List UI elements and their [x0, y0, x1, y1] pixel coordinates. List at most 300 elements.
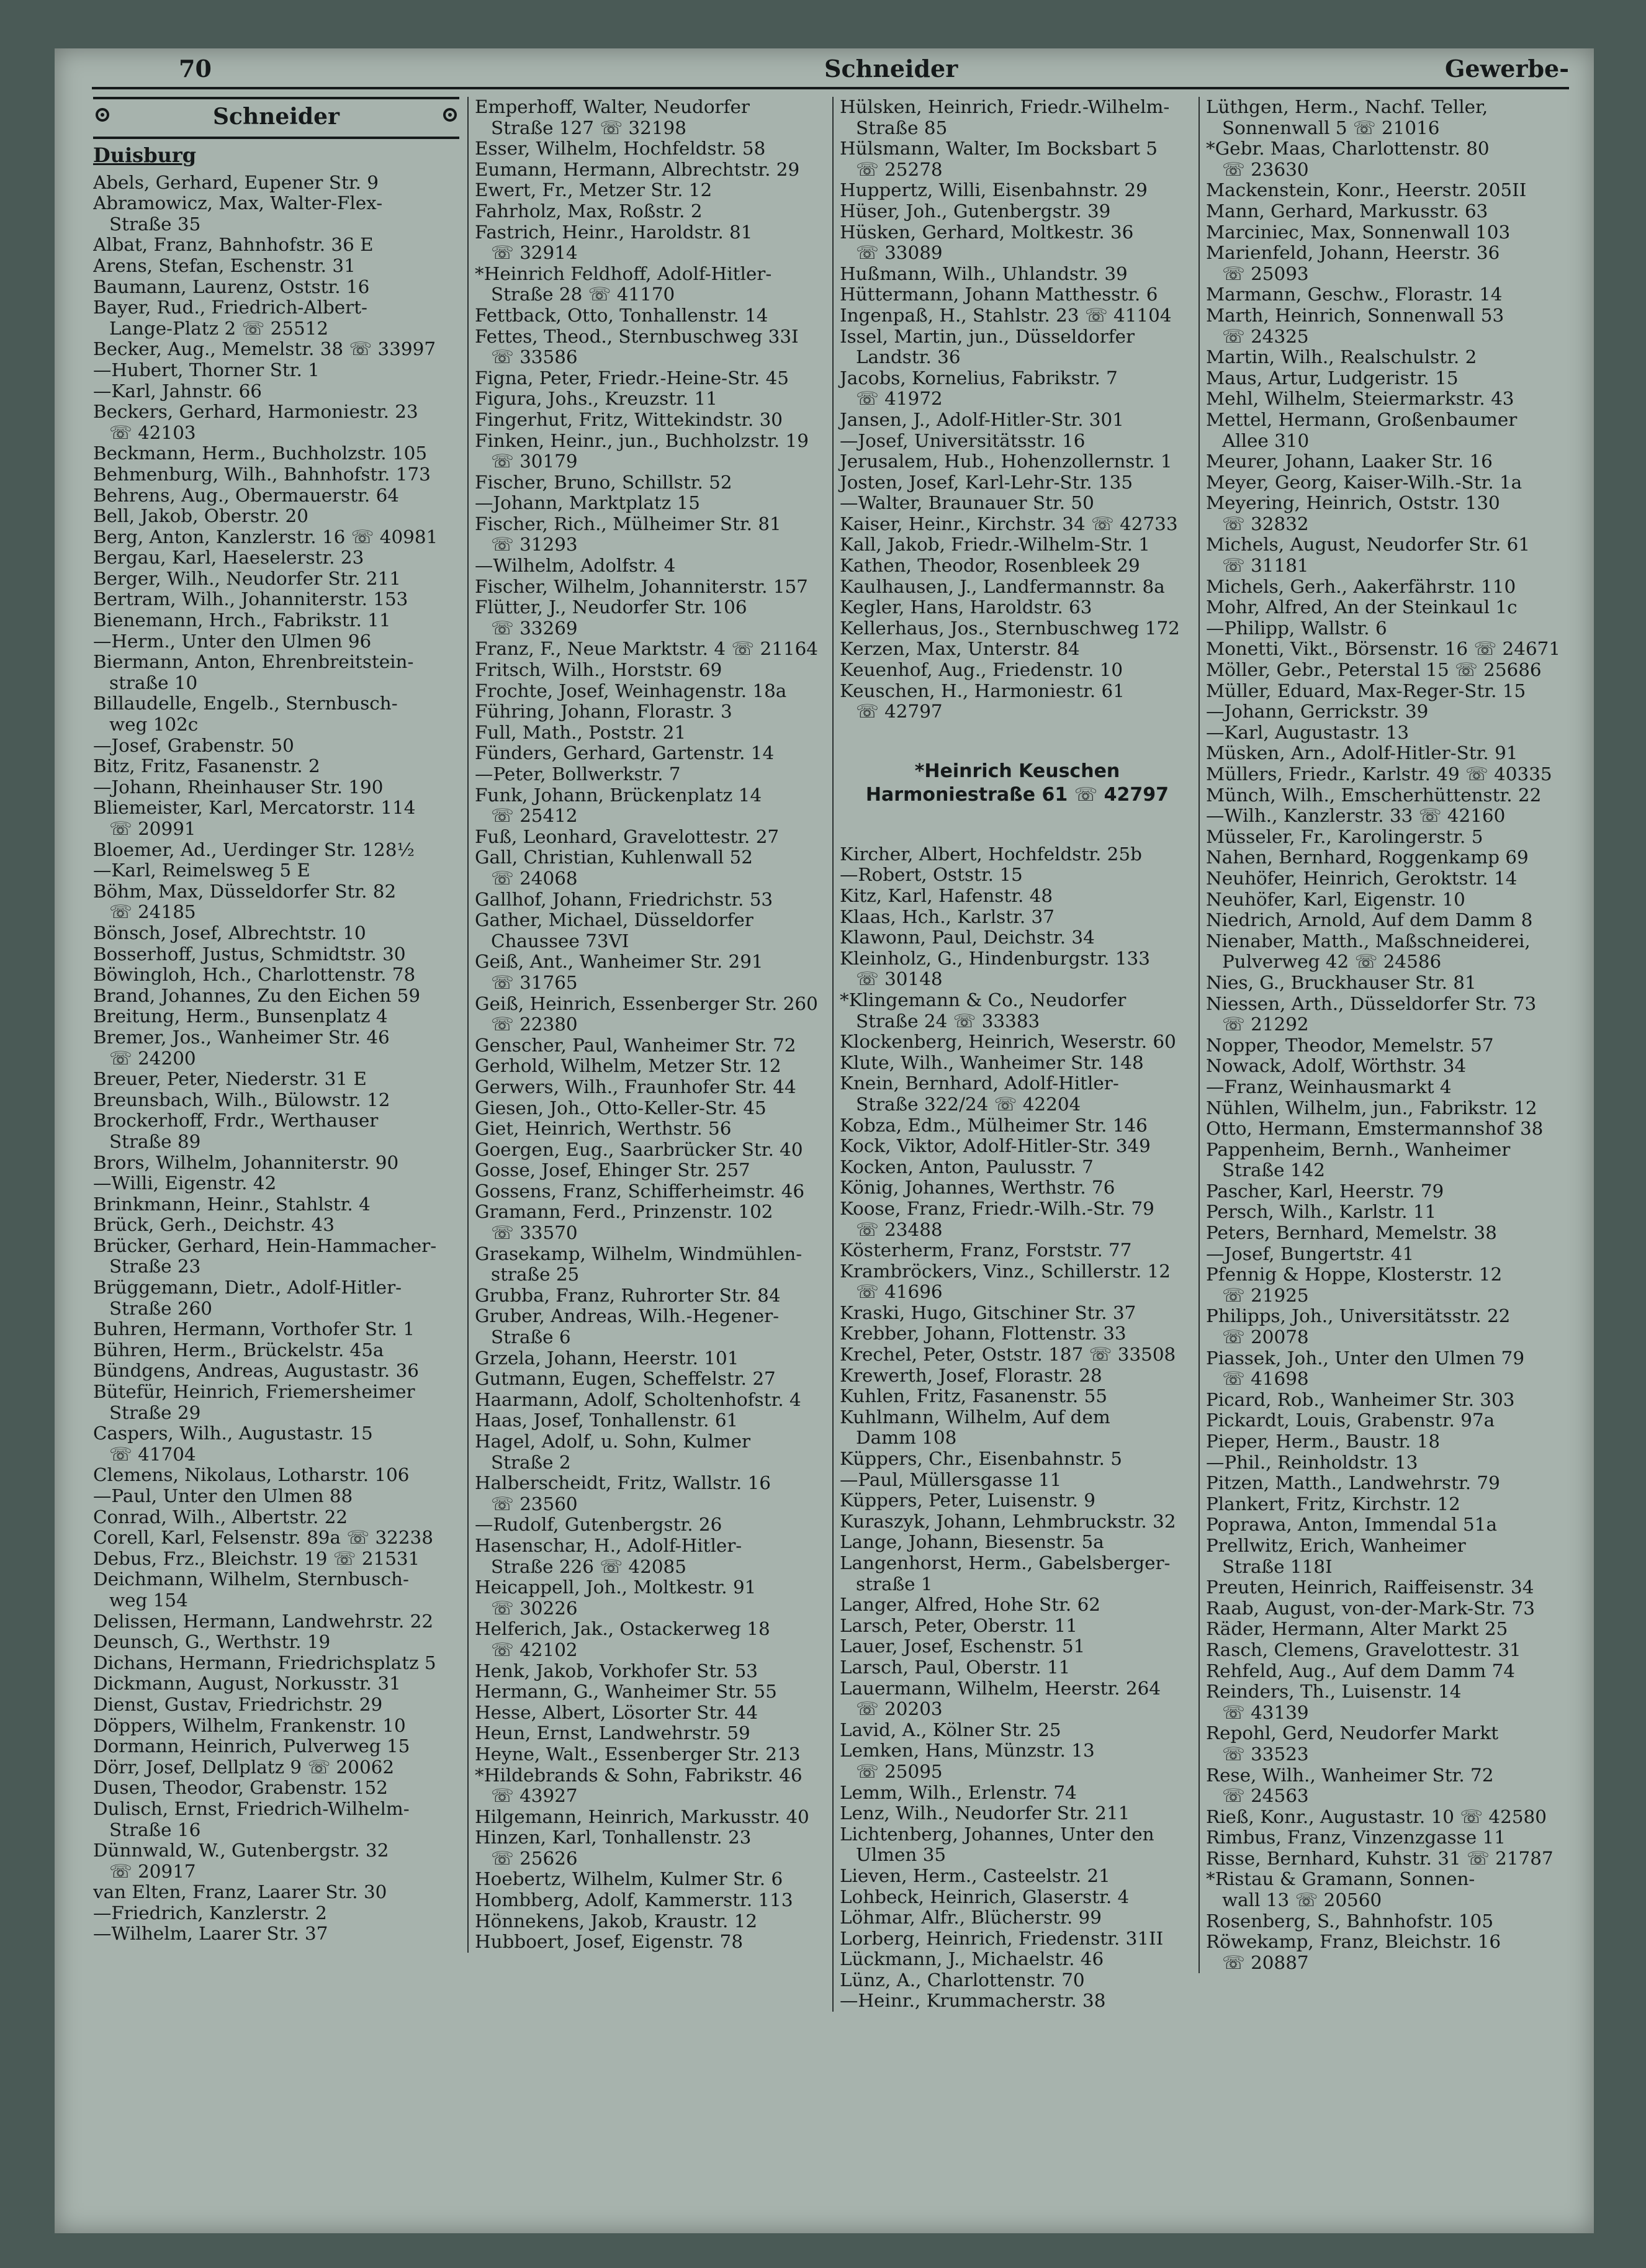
directory-entry: Klockenberg, Heinrich, Weserstr. 60: [840, 1031, 1176, 1053]
directory-entry: Grasekamp, Wilhelm, Windmühlen-: [475, 1243, 803, 1264]
directory-entry: Fischer, Bruno, Schillstr. 52: [475, 471, 732, 493]
directory-entry: —Walter, Braunauer Str. 50: [840, 492, 1094, 514]
directory-entry: Kleinholz, G., Hindenburgstr. 133: [840, 947, 1150, 969]
directory-entry: Brand, Johannes, Zu den Eichen 59: [93, 984, 421, 1006]
directory-entry: Brücker, Gerhard, Hein-Hammacher-: [93, 1235, 437, 1256]
directory-entry: Kuhlen, Fritz, Fasanenstr. 55: [840, 1385, 1107, 1407]
directory-entry: Lichtenberg, Johannes, Unter den: [840, 1823, 1154, 1845]
directory-entry: Krechel, Peter, Oststr. 187 ☏ 33508: [840, 1344, 1176, 1366]
directory-entry: Fischer, Wilhelm, Johanniterstr. 157: [475, 575, 808, 597]
directory-entry: Straße 142: [1222, 1159, 1325, 1181]
directory-entry: Corell, Karl, Felsenstr. 89a ☏ 32238: [93, 1527, 433, 1549]
directory-entry: straße 25: [491, 1264, 580, 1285]
directory-entry: ☏ 23560: [491, 1493, 578, 1514]
running-section: Gewerbe-: [1444, 55, 1569, 83]
directory-entry: —Hubert, Thorner Str. 1: [93, 359, 320, 380]
entries-col3a: [840, 97, 1195, 722]
directory-entry: Martin, Wilh., Realschulstr. 2: [1206, 346, 1477, 368]
directory-entry: Bündgens, Andreas, Augustastr. 36: [93, 1360, 419, 1382]
directory-entry: Straße 322/24 ☏ 42204: [856, 1093, 1081, 1115]
directory-entry: Huppertz, Willi, Eisenbahnstr. 29: [840, 179, 1148, 201]
directory-entry: weg 154: [109, 1589, 188, 1611]
directory-entry: Bütefür, Heinrich, Friemersheimer: [93, 1381, 415, 1403]
directory-entry: —Friedrich, Kanzlerstr. 2: [93, 1902, 327, 1924]
directory-entry: Kaiser, Heinr., Kirchstr. 34 ☏ 42733: [840, 513, 1178, 534]
directory-entry: ☏ 25278: [856, 158, 943, 180]
directory-entry: —Josef, Universitätsstr. 16: [840, 430, 1086, 451]
city-heading: Duisburg: [93, 143, 197, 167]
directory-entry: Rese, Wilh., Wanheimer Str. 72: [1206, 1764, 1494, 1786]
directory-entry: —Paul, Unter den Ulmen 88: [93, 1485, 353, 1506]
directory-entry: Gosse, Josef, Ehinger Str. 257: [475, 1159, 750, 1181]
directory-entry: ☏ 41696: [856, 1281, 943, 1303]
directory-entry: Maus, Artur, Ludgeristr. 15: [1206, 367, 1459, 389]
directory-entry: Hermann, G., Wanheimer Str. 55: [475, 1681, 777, 1703]
directory-entry: Münch, Wilh., Emscherhüttenstr. 22: [1206, 784, 1542, 806]
directory-entry: Kall, Jakob, Friedr.-Wilhelm-Str. 1: [840, 534, 1150, 556]
directory-entry: ☏ 30148: [856, 968, 943, 990]
directory-entry: Albat, Franz, Bahnhofstr. 36 E: [93, 234, 374, 256]
directory-entry: —Karl, Augustastr. 13: [1206, 721, 1410, 743]
directory-entry: Abramowicz, Max, Walter-Flex-: [93, 192, 383, 214]
directory-entry: Rieß, Konr., Augustastr. 10 ☏ 42580: [1206, 1806, 1547, 1827]
directory-entry: Picard, Rob., Wanheimer Str. 303: [1206, 1388, 1515, 1410]
directory-entry: Heun, Ernst, Landwehrstr. 59: [475, 1722, 750, 1744]
directory-entry: ☏ 25412: [491, 805, 578, 827]
directory-entry: Clemens, Nikolaus, Lotharstr. 106: [93, 1464, 410, 1486]
directory-entry: Meyer, Georg, Kaiser-Wilh.-Str. 1a: [1206, 471, 1522, 493]
directory-entry: ☏ 20991: [109, 818, 196, 839]
directory-entry: Kobza, Edm., Mülheimer Str. 146: [840, 1114, 1148, 1136]
directory-entry: Grzela, Johann, Heerstr. 101: [475, 1347, 739, 1369]
directory-entry: Breunsbach, Wilh., Bülowstr. 12: [93, 1089, 390, 1110]
directory-entry: Lange, Johann, Biesenstr. 5a: [840, 1531, 1104, 1553]
directory-entry: Nopper, Theodor, Memelstr. 57: [1206, 1034, 1494, 1056]
directory-entry: ☏ 43927: [491, 1785, 578, 1807]
directory-entry: Behrens, Aug., Obermauerstr. 64: [93, 484, 399, 506]
directory-entry: Abels, Gerhard, Eupener Str. 9: [93, 171, 379, 193]
directory-entry: Giesen, Joh., Otto-Keller-Str. 45: [475, 1097, 767, 1118]
directory-entry: Hoebertz, Wilhelm, Kulmer Str. 6: [475, 1868, 783, 1890]
directory-entry: Goergen, Eug., Saarbrücker Str. 40: [475, 1138, 803, 1160]
directory-entry: Heicappell, Joh., Moltkestr. 91: [475, 1577, 757, 1598]
directory-entry: Pappenheim, Bernh., Wanheimer: [1206, 1138, 1511, 1160]
directory-entry: Lieven, Herm., Casteelstr. 21: [840, 1865, 1110, 1886]
directory-entry: Risse, Bernhard, Kuhstr. 31 ☏ 21787: [1206, 1847, 1554, 1869]
directory-entry: Kircher, Albert, Hochfeldstr. 25b: [840, 843, 1142, 865]
directory-entry: Plankert, Fritz, Kirchstr. 12: [1206, 1493, 1460, 1514]
directory-entry: Hüttermann, Johann Matthesstr. 6: [840, 284, 1158, 305]
directory-entry: Marienfeld, Johann, Heerstr. 36: [1206, 242, 1500, 264]
directory-entry: Räder, Hermann, Alter Markt 25: [1206, 1618, 1508, 1640]
directory-entry: Bosserhoff, Justus, Schmidtstr. 30: [93, 943, 406, 965]
directory-entry: Straße 226 ☏ 42085: [491, 1555, 686, 1577]
directory-entry: Deunsch, G., Werthstr. 19: [93, 1631, 331, 1653]
directory-entry: Damm 108: [856, 1427, 957, 1449]
directory-entry: Geiß, Ant., Wanheimer Str. 291: [475, 951, 763, 973]
directory-entry: Hülsmann, Walter, Im Bocksbart 5: [840, 138, 1158, 160]
directory-entry: Brors, Wilhelm, Johanniterstr. 90: [93, 1151, 399, 1173]
directory-entry: Brück, Gerh., Deichstr. 43: [93, 1214, 335, 1236]
column-4: [1199, 97, 1578, 1973]
directory-entry: Kellerhaus, Jos., Sternbuschweg 172: [840, 617, 1180, 639]
directory-entry: Gramann, Ferd., Prinzenstr. 102: [475, 1201, 773, 1223]
directory-entry: Klaas, Hch., Karlstr. 37: [840, 906, 1055, 927]
column-1: [93, 97, 459, 1945]
directory-entry: Küppers, Chr., Eisenbahnstr. 5: [840, 1448, 1122, 1470]
directory-entry: Kock, Viktor, Adolf-Hitler-Str. 349: [840, 1135, 1151, 1157]
directory-entry: Lavid, A., Kölner Str. 25: [840, 1719, 1061, 1740]
directory-entry: Repohl, Gerd, Neudorfer Markt: [1206, 1722, 1499, 1744]
ornament-icon: [443, 108, 457, 122]
directory-entry: —Rudolf, Gutenbergstr. 26: [475, 1514, 722, 1536]
directory-entry: Dusen, Theodor, Grabenstr. 152: [93, 1777, 388, 1799]
directory-entry: Dickmann, August, Norkusstr. 31: [93, 1673, 401, 1694]
directory-entry: ☏ 33523: [1222, 1743, 1309, 1765]
directory-entry: Nowack, Adolf, Wörthstr. 34: [1206, 1055, 1467, 1077]
directory-entry: König, Johannes, Werthstr. 76: [840, 1177, 1115, 1199]
directory-entry: Lünz, A., Charlottenstr. 70: [840, 1969, 1085, 1991]
directory-entry: Lemken, Hans, Münzstr. 13: [840, 1740, 1095, 1762]
ornament-icon: [96, 108, 109, 122]
directory-entry: Nühlen, Wilhelm, jun., Fabrikstr. 12: [1206, 1097, 1537, 1118]
directory-entry: Fritsch, Wilh., Horststr. 69: [475, 659, 722, 681]
directory-entry: Möller, Gebr., Peterstal 15 ☏ 25686: [1206, 659, 1542, 681]
directory-entry: Führing, Johann, Florastr. 3: [475, 701, 732, 722]
directory-entry: Langer, Alfred, Hohe Str. 62: [840, 1594, 1100, 1616]
directory-entry: Bitz, Fritz, Fasanenstr. 2: [93, 755, 320, 777]
directory-entry: ☏ 41972: [856, 388, 943, 410]
directory-page: [55, 48, 1594, 2233]
directory-entry: *Gebr. Maas, Charlottenstr. 80: [1206, 138, 1490, 160]
directory-entry: ☏ 33089: [856, 242, 943, 264]
directory-entry: Fastrich, Heinr., Haroldstr. 81: [475, 221, 753, 243]
directory-entry: Marmann, Geschw., Florastr. 14: [1206, 284, 1503, 305]
directory-entry: Bergau, Karl, Haeselerstr. 23: [93, 547, 364, 569]
directory-entry: straße 1: [856, 1573, 933, 1595]
directory-entry: Straße 24 ☏ 33383: [856, 1010, 1040, 1032]
directory-entry: ☏ 32832: [1222, 513, 1309, 534]
directory-entry: Pickardt, Louis, Grabenstr. 97a: [1206, 1410, 1495, 1431]
directory-entry: Raab, August, von-der-Mark-Str. 73: [1206, 1597, 1535, 1619]
directory-entry: Flütter, J., Neudorfer Str. 106: [475, 596, 747, 618]
directory-entry: ☏ 25626: [491, 1847, 578, 1869]
directory-entry: Dulisch, Ernst, Friedrich-Wilhelm-: [93, 1798, 410, 1819]
directory-entry: Löhmar, Alfr., Blücherstr. 99: [840, 1907, 1102, 1928]
directory-entry: —Josef, Grabenstr. 50: [93, 734, 294, 756]
directory-entry: Gall, Christian, Kuhlenwall 52: [475, 847, 753, 868]
directory-entry: ☏ 20887: [1222, 1951, 1309, 1973]
directory-entry: Kraski, Hugo, Gitschiner Str. 37: [840, 1302, 1136, 1323]
directory-entry: Kuhlmann, Wilhelm, Auf dem: [840, 1406, 1110, 1428]
directory-entry: —Johann, Rheinhauser Str. 190: [93, 776, 384, 798]
advertisement: [840, 760, 1195, 807]
directory-entry: Fettback, Otto, Tonhallenstr. 14: [475, 304, 768, 326]
directory-entry: weg 102c: [109, 714, 199, 736]
directory-entry: Hagel, Adolf, u. Sohn, Kulmer: [475, 1431, 751, 1452]
entries-col4: [1206, 97, 1578, 1973]
directory-entry: —Karl, Reimelsweg 5 E: [93, 860, 310, 881]
directory-entry: Müsseler, Fr., Karolingerstr. 5: [1206, 826, 1483, 847]
directory-entry: *Klingemann & Co., Neudorfer: [840, 989, 1127, 1010]
directory-entry: —Wilhelm, Laarer Str. 37: [93, 1923, 328, 1945]
directory-entry: Hombberg, Adolf, Kammerstr. 113: [475, 1889, 793, 1911]
directory-entry: Arens, Stefan, Eschenstr. 31: [93, 254, 356, 276]
directory-entry: Mettel, Hermann, Großenbaumer: [1206, 408, 1518, 430]
directory-entry: Lauer, Josef, Eschenstr. 51: [840, 1636, 1086, 1657]
section-title: Schneider: [213, 104, 340, 130]
directory-entry: —Franz, Weinhausmarkt 4: [1206, 1076, 1452, 1097]
directory-entry: Brüggemann, Dietr., Adolf-Hitler-: [93, 1277, 402, 1298]
directory-entry: Breuer, Peter, Niederstr. 31 E: [93, 1068, 367, 1090]
directory-entry: Rehfeld, Aug., Auf dem Damm 74: [1206, 1660, 1515, 1681]
directory-entry: ☏ 30179: [491, 451, 578, 472]
directory-entry: Lauermann, Wilhelm, Heerstr. 264: [840, 1677, 1161, 1699]
directory-entry: ☏ 24068: [491, 867, 578, 889]
directory-entry: Berger, Wilh., Neudorfer Str. 211: [93, 567, 402, 589]
directory-entry: Nienaber, Matth., Maßschneiderei,: [1206, 930, 1531, 952]
directory-entry: ☏ 23630: [1222, 158, 1309, 180]
directory-entry: Döppers, Wilhelm, Frankenstr. 10: [93, 1714, 406, 1736]
directory-entry: Kathen, Theodor, Rosenbleek 29: [840, 555, 1140, 577]
directory-entry: Billaudelle, Engelb., Sternbusch-: [93, 693, 398, 714]
directory-entry: Straße 16: [109, 1819, 201, 1840]
directory-entry: Gutmann, Eugen, Scheffelstr. 27: [475, 1368, 776, 1390]
directory-entry: Gerwers, Wilh., Fraunhofer Str. 44: [475, 1076, 796, 1097]
directory-entry: Fahrholz, Max, Roßstr. 2: [475, 200, 703, 222]
directory-entry: *Ristau & Gramann, Sonnen-: [1206, 1868, 1475, 1890]
directory-entry: Hülsken, Heinrich, Friedr.-Wilhelm-: [840, 97, 1170, 117]
directory-entry: —Willi, Eigenstr. 42: [93, 1172, 277, 1194]
directory-entry: ☏ 21292: [1222, 1014, 1309, 1035]
directory-entry: *Heinrich Feldhoff, Adolf-Hitler-: [475, 263, 772, 284]
directory-entry: Brinkmann, Heinr., Stahlstr. 4: [93, 1193, 371, 1215]
directory-entry: Niessen, Arth., Düsseldorfer Str. 73: [1206, 992, 1537, 1014]
directory-entry: Issel, Martin, jun., Düsseldorfer: [840, 325, 1135, 347]
directory-entry: Dichans, Hermann, Friedrichsplatz 5: [93, 1652, 436, 1673]
directory-entry: Kaulhausen, J., Landfermannstr. 8a: [840, 575, 1165, 597]
directory-entry: Lemm, Wilh., Erlenstr. 74: [840, 1781, 1077, 1803]
directory-entry: Preuten, Heinrich, Raiffeisenstr. 34: [1206, 1577, 1534, 1598]
directory-entry: Henk, Jakob, Vorkhofer Str. 53: [475, 1660, 758, 1681]
directory-entry: Meurer, Johann, Laaker Str. 16: [1206, 451, 1493, 472]
directory-entry: Mann, Gerhard, Markusstr. 63: [1206, 200, 1488, 222]
directory-entry: ☏ 25093: [1222, 263, 1309, 284]
directory-entry: Otto, Hermann, Emstermannshof 38: [1206, 1118, 1544, 1140]
directory-entry: Haas, Josef, Tonhallenstr. 61: [475, 1410, 739, 1431]
page-header: [92, 55, 1569, 92]
entries-col3b: [840, 844, 1195, 2012]
directory-entry: Fingerhut, Fritz, Wittekindstr. 30: [475, 408, 783, 430]
page-number: 70: [179, 55, 212, 83]
directory-entry: Bienemann, Hrch., Fabrikstr. 11: [93, 610, 391, 631]
directory-entry: Straße 85: [856, 117, 948, 138]
directory-entry: Berg, Anton, Kanzlerstr. 16 ☏ 40981: [93, 526, 438, 547]
directory-entry: Niedrich, Arnold, Auf dem Damm 8: [1206, 909, 1533, 931]
directory-entry: Lohbeck, Heinrich, Glaserstr. 4: [840, 1886, 1130, 1907]
directory-entry: Straße 260: [109, 1297, 212, 1319]
directory-entry: Kösterherm, Franz, Forststr. 77: [840, 1240, 1132, 1261]
directory-entry: Heyne, Walt., Essenberger Str. 213: [475, 1743, 801, 1765]
directory-entry: Jacobs, Kornelius, Fabrikstr. 7: [840, 367, 1118, 389]
entries-col1: [93, 173, 459, 1945]
ad-line-2: Harmoniestraße 61 ☏ 42797: [865, 783, 1169, 806]
directory-entry: Keuenhof, Aug., Friedenstr. 10: [840, 659, 1123, 681]
directory-entry: Gossens, Franz, Schifferheimstr. 46: [475, 1180, 805, 1202]
directory-entry: Mehl, Wilhelm, Steiermarkstr. 43: [1206, 388, 1514, 410]
directory-entry: Grubba, Franz, Ruhrorter Str. 84: [475, 1284, 781, 1306]
directory-entry: Pulverweg 42 ☏ 24586: [1222, 951, 1442, 973]
directory-entry: Beckmann, Herm., Buchholzstr. 105: [93, 443, 428, 464]
directory-entry: Kerzen, Max, Unterstr. 84: [840, 638, 1080, 660]
directory-entry: Chaussee 73VI: [491, 930, 629, 952]
directory-entry: Hubboert, Josef, Eigenstr. 78: [475, 1931, 744, 1953]
directory-entry: Funk, Johann, Brückenplatz 14: [475, 784, 762, 806]
directory-entry: Jerusalem, Hub., Hohenzollernstr. 1: [840, 451, 1172, 472]
directory-entry: ☏ 33570: [491, 1222, 578, 1244]
directory-entry: Gather, Michael, Düsseldorfer: [475, 909, 753, 931]
directory-entry: Marth, Heinrich, Sonnenwall 53: [1206, 304, 1504, 326]
directory-entry: Klute, Wilh., Wanheimer Str. 148: [840, 1051, 1144, 1073]
directory-entry: Hönnekens, Jakob, Kraustr. 12: [475, 1910, 758, 1932]
directory-entry: Dörr, Josef, Dellplatz 9 ☏ 20062: [93, 1756, 395, 1778]
directory-entry: Hinzen, Karl, Tonhallenstr. 23: [475, 1827, 752, 1848]
directory-entry: wall 13 ☏ 20560: [1222, 1889, 1382, 1911]
directory-entry: Müsken, Arn., Adolf-Hitler-Str. 91: [1206, 742, 1518, 764]
directory-entry: Michels, Gerh., Aakerfährstr. 110: [1206, 575, 1516, 597]
directory-entry: Larsch, Paul, Oberstr. 11: [840, 1656, 1071, 1678]
directory-entry: Deichmann, Wilhelm, Sternbusch-: [93, 1568, 409, 1590]
directory-entry: ☏ 24200: [109, 1047, 196, 1069]
directory-entry: Küppers, Peter, Luisenstr. 9: [840, 1490, 1095, 1511]
directory-entry: —Philipp, Wallstr. 6: [1206, 617, 1387, 639]
directory-entry: Behmenburg, Wilh., Bahnhofstr. 173: [93, 463, 431, 485]
directory-entry: Pitzen, Matth., Landwehrstr. 79: [1206, 1472, 1500, 1494]
directory-entry: Lüthgen, Herm., Nachf. Teller,: [1206, 97, 1488, 117]
directory-entry: Müller, Eduard, Max-Reger-Str. 15: [1206, 680, 1526, 701]
directory-entry: Gruber, Andreas, Wilh.-Hegener-: [475, 1305, 780, 1327]
directory-entry: Gallhof, Johann, Friedrichstr. 53: [475, 888, 773, 910]
directory-entry: Straße 2: [491, 1451, 571, 1473]
directory-entry: ☏ 25095: [856, 1760, 943, 1782]
directory-entry: Gerhold, Wilhelm, Metzer Str. 12: [475, 1055, 781, 1077]
directory-entry: Piassek, Joh., Unter den Ulmen 79: [1206, 1347, 1525, 1369]
directory-entry: —Paul, Müllersgasse 11: [840, 1469, 1062, 1490]
directory-entry: Hüser, Joh., Gutenbergstr. 39: [840, 200, 1111, 222]
directory-entry: —Josef, Bungertstr. 41: [1206, 1243, 1414, 1264]
directory-entry: straße 10: [109, 672, 198, 693]
directory-entry: Krebber, Johann, Flottenstr. 33: [840, 1323, 1127, 1344]
directory-entry: van Elten, Franz, Laarer Str. 30: [93, 1881, 387, 1903]
directory-entry: ☏ 20078: [1222, 1326, 1309, 1348]
directory-entry: ☏ 33586: [491, 346, 578, 368]
directory-entry: Fischer, Rich., Mülheimer Str. 81: [475, 513, 781, 534]
directory-entry: Eumann, Hermann, Albrechtstr. 29: [475, 158, 800, 180]
ad-line-1: *Heinrich Keuschen: [914, 760, 1120, 782]
directory-entry: *Hildebrands & Sohn, Fabrikstr. 46: [475, 1764, 803, 1786]
directory-entry: Krambröckers, Vinz., Schillerstr. 12: [840, 1260, 1171, 1282]
directory-entry: ☏ 41704: [109, 1443, 196, 1465]
directory-entry: —Herm., Unter den Ulmen 96: [93, 630, 372, 652]
directory-entry: Ewert, Fr., Metzer Str. 12: [475, 179, 713, 201]
directory-entry: ☏ 30226: [491, 1597, 578, 1619]
directory-entry: Philipps, Joh., Universitätsstr. 22: [1206, 1305, 1511, 1327]
directory-entry: ☏ 21925: [1222, 1284, 1309, 1306]
directory-entry: Ingenpaß, H., Stahlstr. 23 ☏ 41104: [840, 304, 1172, 326]
directory-entry: Straße 35: [109, 213, 201, 235]
directory-entry: ☏ 24325: [1222, 325, 1309, 347]
directory-entry: ☏ 20203: [856, 1698, 943, 1720]
directory-entry: Kuraszyk, Johann, Lehmbruckstr. 32: [840, 1510, 1176, 1532]
directory-entry: Hüsken, Gerhard, Moltkestr. 36: [840, 221, 1134, 243]
directory-entry: ☏ 31293: [491, 534, 578, 556]
directory-entry: Krewerth, Josef, Florastr. 28: [840, 1364, 1102, 1386]
directory-entry: Larsch, Peter, Oberstr. 11: [840, 1614, 1077, 1636]
directory-entry: Röwekamp, Franz, Bleichstr. 16: [1206, 1931, 1501, 1953]
directory-entry: Delissen, Hermann, Landwehrstr. 22: [93, 1610, 434, 1632]
directory-entry: Figna, Peter, Friedr.-Heine-Str. 45: [475, 367, 789, 389]
directory-entry: Bloemer, Ad., Uerdinger Str. 128½: [93, 839, 415, 860]
directory-entry: ☏ 20917: [109, 1860, 196, 1882]
directory-entry: Pieper, Herm., Baustr. 18: [1206, 1431, 1441, 1452]
directory-entry: Debus, Frz., Bleichstr. 19 ☏ 21531: [93, 1547, 420, 1569]
directory-entry: Sonnenwall 5 ☏ 21016: [1222, 117, 1440, 138]
directory-entry: Fettes, Theod., Sternbuschweg 33I: [475, 325, 799, 347]
directory-entry: Brockerhoff, Frdr., Werthauser: [93, 1110, 379, 1132]
directory-entry: Hußmann, Wilh., Uhlandstr. 39: [840, 263, 1128, 284]
directory-entry: Allee 310: [1222, 430, 1310, 451]
directory-entry: Fünders, Gerhard, Gartenstr. 14: [475, 742, 775, 764]
directory-entry: Kegler, Hans, Haroldstr. 63: [840, 596, 1092, 618]
directory-entry: Straße 23: [109, 1256, 201, 1277]
header-rule: [92, 87, 1569, 89]
directory-entry: Peters, Bernhard, Memelstr. 38: [1206, 1222, 1497, 1244]
directory-entry: Rimbus, Franz, Vinzenzgasse 11: [1206, 1827, 1506, 1848]
directory-entry: Monetti, Vikt., Börsenstr. 16 ☏ 24671: [1206, 638, 1561, 660]
directory-entry: Bremer, Jos., Wanheimer Str. 46: [93, 1026, 390, 1048]
directory-entry: ☏ 43139: [1222, 1701, 1309, 1723]
column-3: [832, 97, 1195, 2012]
directory-entry: Esser, Wilhelm, Hochfeldstr. 58: [475, 138, 766, 160]
directory-entry: —Peter, Bollwerkstr. 7: [475, 763, 681, 785]
directory-entry: Bliemeister, Karl, Mercatorstr. 114: [93, 797, 416, 819]
directory-entry: Jansen, J., Adolf-Hitler-Str. 301: [840, 408, 1124, 430]
directory-entry: —Phil., Reinholdstr. 13: [1206, 1451, 1418, 1473]
directory-entry: Halberscheidt, Fritz, Wallstr. 16: [475, 1472, 771, 1494]
directory-entry: Straße 89: [109, 1130, 201, 1152]
directory-entry: Dienst, Gustav, Friedrichstr. 29: [93, 1693, 383, 1715]
directory-entry: Rasch, Clemens, Gravelottestr. 31: [1206, 1639, 1521, 1660]
directory-entry: Poprawa, Anton, Immendal 51a: [1206, 1514, 1497, 1536]
entries-col2: [475, 97, 830, 1953]
directory-entry: Bönsch, Josef, Albrechtstr. 10: [93, 922, 366, 943]
directory-entry: Ulmen 35: [856, 1844, 947, 1866]
directory-entry: Dünnwald, W., Gutenbergstr. 32: [93, 1840, 389, 1861]
directory-entry: Böwingloh, Hch., Charlottenstr. 78: [93, 964, 416, 986]
directory-entry: —Wilhelm, Adolfstr. 4: [475, 555, 676, 577]
directory-entry: Genscher, Paul, Wanheimer Str. 72: [475, 1034, 796, 1056]
directory-entry: —Johann, Gerrickstr. 39: [1206, 701, 1429, 722]
directory-entry: Koose, Franz, Friedr.-Wilh.-Str. 79: [840, 1197, 1154, 1219]
directory-entry: Figura, Johs., Kreuzstr. 11: [475, 388, 717, 410]
directory-entry: —Heinr., Krummacherstr. 38: [840, 1990, 1106, 2012]
directory-entry: Michels, August, Neudorfer Str. 61: [1206, 534, 1531, 556]
directory-entry: Langenhorst, Herm., Gabelsberger-: [840, 1552, 1171, 1573]
directory-entry: Nies, G., Bruckhauser Str. 81: [1206, 971, 1477, 993]
directory-entry: Helferich, Jak., Ostackerweg 18: [475, 1618, 770, 1640]
directory-entry: Lückmann, J., Michaelstr. 46: [840, 1948, 1104, 1970]
directory-entry: ☏ 31181: [1222, 555, 1309, 577]
